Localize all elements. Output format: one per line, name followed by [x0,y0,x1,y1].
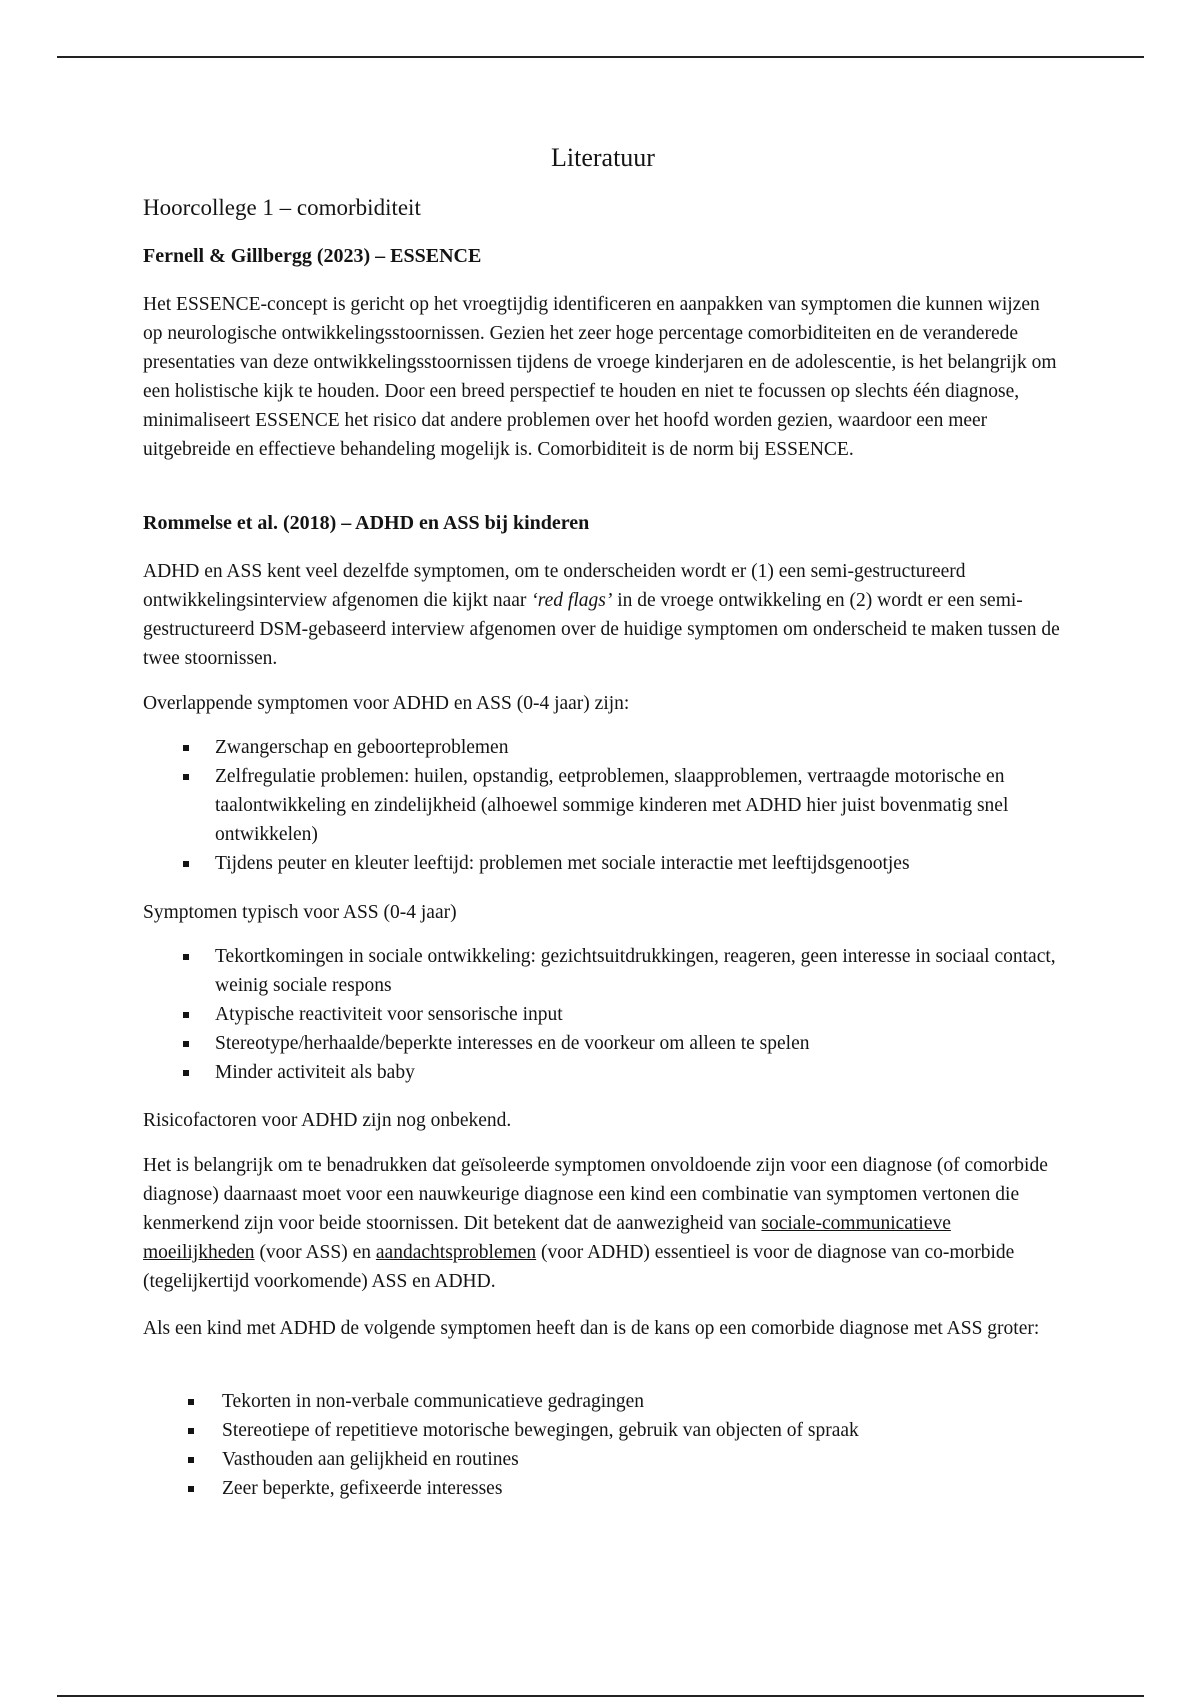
comorbid-list [143,1387,1063,1503]
essence-paragraph: Het ESSENCE-concept is gericht op het vroegtijdig identificeren en aanpakken van symptomen die kunnen wijzen op neurologische ontwikkelingsstoornissen. Gezien het zeer hoge percentage comorbiditeiten en de veranderede presentaties van deze ontwikkelingsstoornissen tijdens de vroege kinderjaren en de adolescentie, is het belangrijk om een holistische kijk te houden. Door een breed perspectief te houden en niet te focussen op slechts één diagnose, minimaliseert ESSENCE het risico dat andere problemen over het hoofd worden gezien, waardoor een meer uitgebreide en effectieve behandeling mogelijk is. Comorbiditeit is de norm bij ESSENCE. [143,294,1057,460]
diagnosis-text-1: Het is belangrijk om te benadrukken dat geïsoleerde symptomen onvoldoende zijn voor een diagnose (of comorbide diagnose) daarnaast moet voor een nauwkeurige diagnose een kind een combinatie van symptomen vertonen die kenmerkend zijn voor beide stoornissen. Dit betekent dat de aanwezigheid van [143,1155,1048,1234]
rommelse-text-1: ADHD en ASS kent veel dezelfde symptomen, om te onderscheiden wordt er (1) een semi-gestructureerd ontwikkelingsinterview afgenomen die kijkt naar [143,561,966,611]
underline-attention-problems: aandachtsproblemen [375,1242,537,1263]
diagnosis-text-2: (voor ASS) en [254,1242,376,1263]
top-rule [57,56,1144,58]
red-flags-italic: ‘red flags’ [531,590,613,611]
list-item: Zeer beperkte, gefixeerde interesses [143,1474,1063,1503]
comorbid-intro: Als een kind met ADHD de volgende symptomen heeft dan is de kans op een comorbide diagnose met ASS groter: [143,1318,1040,1339]
list-item: Tekorten in non-verbale communicatieve gedragingen [143,1387,1063,1416]
section-heading: Hoorcollege 1 – comorbiditeit [143,195,421,220]
list-item: Atypische reactiviteit voor sensorische input [143,1000,1063,1029]
ass-intro: Symptomen typisch voor ASS (0-4 jaar) [143,902,457,923]
rommelse-paragraph [143,557,1063,673]
overlap-intro: Overlappende symptomen voor ADHD en ASS (0-4 jaar) zijn: [143,693,630,714]
document-title: Literatuur [551,143,655,172]
ass-list [143,942,1063,1087]
diagnosis-text-3: (voor ADHD) essentieel is voor de diagnose van co-morbide (tegelijkertijd voorkomende) ASS en ADHD. [143,1242,1015,1292]
subsection-heading-rommelse: Rommelse et al. (2018) – ADHD en ASS bij kinderen [143,512,590,534]
list-item: Tijdens peuter en kleuter leeftijd: problemen met sociale interactie met leeftijdsgenootjes [143,849,1063,878]
list-item: Minder activiteit als baby [143,1058,1063,1087]
diagnosis-paragraph [143,1151,1063,1296]
list-item: Vasthouden aan gelijkheid en routines [143,1445,1063,1474]
list-item: Zelfregulatie problemen: huilen, opstandig, eetproblemen, slaapproblemen, vertraagde motorische en taalontwikkeling en zindelijkheid (alhoewel sommige kinderen met ADHD hier juist bovenmatig snel ontwikkelen) [143,762,1063,849]
risk-line: Risicofactoren voor ADHD zijn nog onbekend. [143,1110,512,1131]
rommelse-text-2: in de vroege ontwikkeling en (2) wordt er een semi-gestructureerd DSM-gebaseerd interview afgenomen over de huidige symptomen om onderscheid te maken tussen de twee stoornissen. [143,590,1060,669]
list-item: Zwangerschap en geboorteproblemen [143,733,1063,762]
list-item: Stereotype/herhaalde/beperkte interesses en de voorkeur om alleen te spelen [143,1029,1063,1058]
subsection-heading-essence: Fernell & Gillbergg (2023) – ESSENCE [143,245,482,267]
underline-social-communicative: sociale-communicatieve moeilijkheden [143,1213,951,1263]
overlap-list [143,733,1063,878]
list-item: Stereotiepe of repetitieve motorische bewegingen, gebruik van objecten of spraak [143,1416,1063,1445]
bottom-rule [57,1695,1144,1697]
list-item: Tekortkomingen in sociale ontwikkeling: gezichtsuitdrukkingen, reageren, geen interesse in sociaal contact, weinig sociale respons [143,942,1063,1000]
